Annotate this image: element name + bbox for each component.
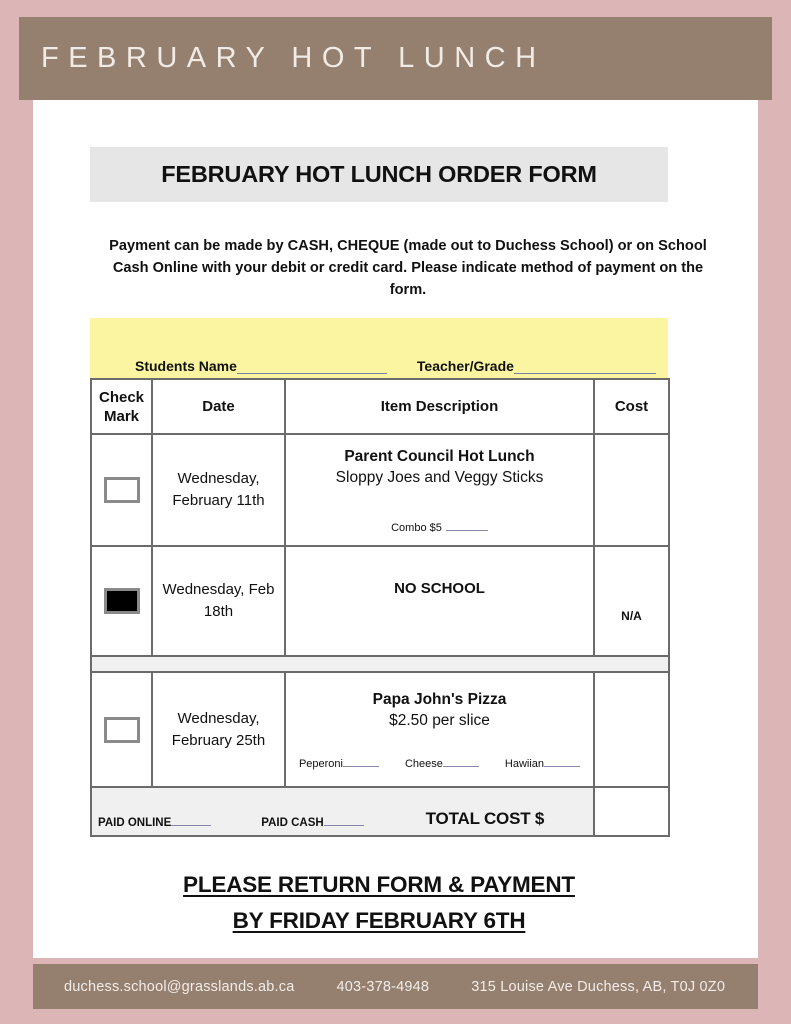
student-info-fields — [90, 358, 668, 374]
date-line2-row2: 18th — [203, 603, 234, 620]
check-mark-label-line1: Check — [98, 388, 145, 406]
option-hawiian-label: Hawiian — [504, 758, 545, 770]
student-name-label: Students Name — [135, 358, 237, 374]
paid-online-field — [98, 814, 211, 829]
option-cheese — [405, 755, 479, 770]
table-row — [91, 546, 669, 656]
checkbox-cell-row3[interactable] — [91, 672, 152, 787]
column-header-item-description: Item Description — [285, 379, 594, 434]
item-cell-row3 — [285, 672, 594, 787]
checkbox-icon-row3[interactable] — [104, 717, 140, 743]
paid-online-label: PAID ONLINE — [98, 817, 172, 829]
table-row — [91, 434, 669, 546]
item-title-row1: Parent Council Hot Lunch — [344, 448, 535, 465]
white-sheet — [33, 100, 758, 958]
option-cheese-label: Cheese — [404, 758, 443, 770]
cost-value-row2: N/A — [621, 609, 642, 623]
order-table — [90, 378, 670, 837]
checkbox-cell-row1[interactable] — [91, 434, 152, 546]
paid-online-input[interactable] — [171, 814, 211, 826]
item-title-row3: Papa John's Pizza — [372, 691, 507, 708]
teacher-grade-label: Teacher/Grade — [416, 358, 514, 374]
teacher-grade-input[interactable] — [514, 359, 656, 374]
total-cost-label: TOTAL COST $ — [425, 809, 545, 828]
item-title-row2: NO SCHOOL — [394, 579, 485, 597]
return-notice-line1: PLEASE RETURN FORM & PAYMENT — [183, 872, 575, 897]
combo-option-row1 — [286, 519, 593, 534]
column-header-cost: Cost — [594, 379, 669, 434]
footer-email[interactable]: duchess.school@grasslands.ab.ca — [64, 978, 295, 995]
paid-cash-label: PAID CASH — [261, 817, 324, 829]
checkbox-icon-row2[interactable] — [104, 588, 140, 614]
option-peperoni-input[interactable] — [343, 755, 379, 767]
option-cheese-input[interactable] — [443, 755, 479, 767]
student-info-banner — [90, 318, 668, 378]
option-peperoni-label: Peperoni — [298, 758, 343, 770]
page-title: FEBRUARY HOT LUNCH — [41, 42, 546, 74]
payment-instructions: Payment can be made by CASH, CHEQUE (made out to Duchess School) or on School Cash Online with your debit or credit card. Please indicate method of payment on the form. — [109, 238, 707, 298]
header-band — [19, 17, 772, 100]
table-spacer-row — [91, 656, 669, 672]
table-row — [91, 672, 669, 787]
option-hawiian — [505, 755, 580, 770]
checkbox-cell-row2[interactable] — [91, 546, 152, 656]
combo-label-row1: Combo $5 — [391, 522, 442, 534]
item-sub-row3: $2.50 per slice — [389, 712, 490, 729]
item-cell-row1 — [285, 434, 594, 546]
date-cell-row2 — [152, 546, 285, 656]
total-cost-input[interactable] — [594, 787, 669, 836]
cost-cell-row2 — [594, 546, 669, 656]
footer-address: 315 Louise Ave Duchess, AB, T0J 0Z0 — [471, 978, 726, 995]
column-header-date: Date — [152, 379, 285, 434]
date-line1-row2: Wednesday, Feb — [162, 581, 275, 598]
date-cell-row3 — [152, 672, 285, 787]
form-title: FEBRUARY HOT LUNCH ORDER FORM — [161, 161, 597, 187]
paid-cash-input[interactable] — [324, 814, 364, 826]
footer-band — [33, 964, 758, 1009]
option-hawiian-input[interactable] — [544, 755, 580, 767]
column-header-check-mark — [91, 379, 152, 434]
date-line1-row1: Wednesday, — [177, 470, 260, 487]
payment-method-cell — [91, 787, 594, 836]
totals-row — [91, 787, 669, 836]
item-sub-row1: Sloppy Joes and Veggy Sticks — [335, 469, 544, 486]
spacer-cell — [91, 656, 669, 672]
return-notice — [90, 867, 668, 939]
cost-cell-row1[interactable] — [594, 434, 669, 546]
checkbox-icon-row1[interactable] — [104, 477, 140, 503]
form-title-bar — [90, 147, 668, 202]
option-peperoni — [299, 755, 379, 770]
cost-cell-row3[interactable] — [594, 672, 669, 787]
payment-method-inner — [92, 809, 593, 835]
student-name-input[interactable] — [237, 359, 387, 374]
combo-quantity-input-row1[interactable] — [446, 519, 488, 531]
footer-phone[interactable]: 403-378-4948 — [336, 978, 430, 995]
date-line2-row3: February 25th — [171, 731, 266, 749]
return-notice-line2: BY FRIDAY FEBRUARY 6TH — [232, 908, 526, 933]
pizza-options-row3 — [286, 755, 593, 770]
item-cell-row2 — [285, 546, 594, 656]
date-line2-row1: February 11th — [172, 492, 265, 509]
check-mark-label-line2: Mark — [103, 407, 140, 425]
paid-cash-field — [261, 814, 363, 829]
date-line1-row3: Wednesday, — [177, 709, 260, 727]
date-cell-row1 — [152, 434, 285, 546]
table-header-row — [91, 379, 669, 434]
